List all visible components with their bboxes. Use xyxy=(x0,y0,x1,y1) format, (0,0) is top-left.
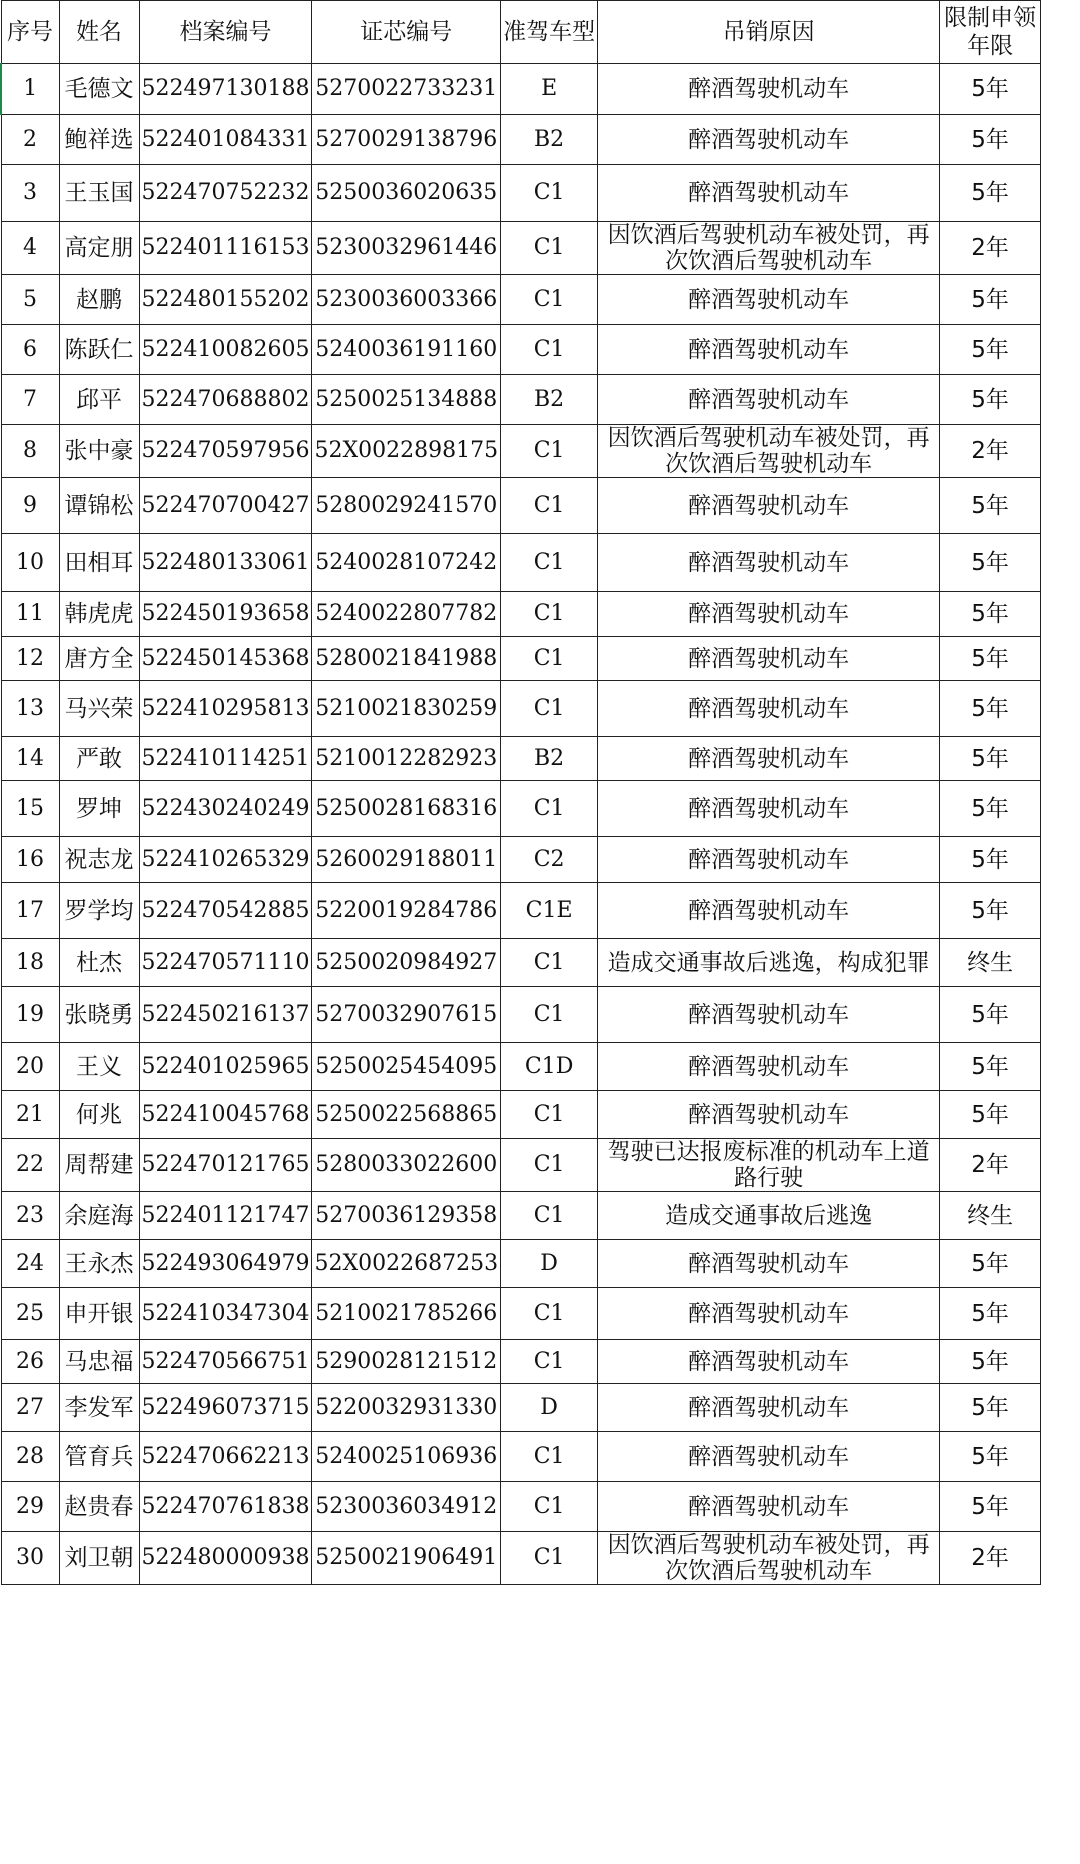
cell-file-no: 522470761838 xyxy=(139,1482,312,1532)
cell-file-no: 522480000938 xyxy=(139,1532,312,1585)
table-row xyxy=(1,1288,1041,1340)
cell-vehicle-class: C1 xyxy=(501,275,598,325)
table-row xyxy=(1,1384,1041,1432)
cell-file-no: 522450216137 xyxy=(139,987,312,1043)
cell-index: 13 xyxy=(1,681,59,737)
cell-reason: 醉酒驾驶机动车 xyxy=(598,592,940,637)
cell-file-no: 522410082605 xyxy=(139,325,312,375)
cell-limit: 5年 xyxy=(940,637,1041,681)
cell-limit: 5年 xyxy=(940,325,1041,375)
table-row xyxy=(1,325,1041,375)
cell-file-no: 522470542885 xyxy=(139,883,312,939)
cell-reason: 造成交通事故后逃逸，构成犯罪 xyxy=(598,939,940,987)
cell-index: 27 xyxy=(1,1384,59,1432)
cell-chip-no: 52X0022687253 xyxy=(312,1240,501,1288)
cell-file-no: 522470121765 xyxy=(139,1139,312,1192)
cell-file-no: 522470700427 xyxy=(139,478,312,534)
cell-vehicle-class: C1 xyxy=(501,325,598,375)
cell-name: 韩虎虎 xyxy=(59,592,139,637)
cell-chip-no: 5250022568865 xyxy=(312,1091,501,1139)
cell-name: 张晓勇 xyxy=(59,987,139,1043)
table-row xyxy=(1,534,1041,592)
cell-chip-no: 5270036129358 xyxy=(312,1192,501,1240)
cell-limit: 5年 xyxy=(940,1340,1041,1384)
cell-file-no: 522480155202 xyxy=(139,275,312,325)
cell-name: 何兆 xyxy=(59,1091,139,1139)
cell-vehicle-class: C1 xyxy=(501,165,598,222)
header-name: 姓名 xyxy=(59,1,139,64)
table-row xyxy=(1,1139,1041,1192)
cell-reason: 醉酒驾驶机动车 xyxy=(598,1091,940,1139)
table-row xyxy=(1,64,1041,115)
cell-file-no: 522470571110 xyxy=(139,939,312,987)
cell-chip-no: 5290028121512 xyxy=(312,1340,501,1384)
cell-vehicle-class: B2 xyxy=(501,115,598,165)
cell-index: 1 xyxy=(1,64,59,115)
cell-vehicle-class: D xyxy=(501,1384,598,1432)
table-row xyxy=(1,1340,1041,1384)
cell-chip-no: 5240022807782 xyxy=(312,592,501,637)
cell-vehicle-class: C1 xyxy=(501,592,598,637)
table-row xyxy=(1,637,1041,681)
cell-reason: 醉酒驾驶机动车 xyxy=(598,1384,940,1432)
cell-index: 17 xyxy=(1,883,59,939)
table-row xyxy=(1,1240,1041,1288)
cell-reason: 醉酒驾驶机动车 xyxy=(598,1340,940,1384)
cell-limit: 5年 xyxy=(940,1240,1041,1288)
cell-vehicle-class: C1 xyxy=(501,939,598,987)
table-row xyxy=(1,987,1041,1043)
header-row xyxy=(1,1,1041,64)
cell-limit: 5年 xyxy=(940,1091,1041,1139)
table-row xyxy=(1,1532,1041,1585)
cell-vehicle-class: C1D xyxy=(501,1043,598,1091)
cell-file-no: 522410347304 xyxy=(139,1288,312,1340)
cell-index: 4 xyxy=(1,222,59,275)
cell-reason: 醉酒驾驶机动车 xyxy=(598,165,940,222)
cell-name: 刘卫朝 xyxy=(59,1532,139,1585)
cell-chip-no: 5230036034912 xyxy=(312,1482,501,1532)
cell-index: 14 xyxy=(1,737,59,781)
cell-vehicle-class: C1 xyxy=(501,425,598,478)
cell-limit: 5年 xyxy=(940,737,1041,781)
table-row xyxy=(1,275,1041,325)
cell-name: 陈跃仁 xyxy=(59,325,139,375)
cell-file-no: 522470597956 xyxy=(139,425,312,478)
cell-name: 毛德文 xyxy=(59,64,139,115)
cell-reason: 醉酒驾驶机动车 xyxy=(598,637,940,681)
cell-reason: 醉酒驾驶机动车 xyxy=(598,883,940,939)
table-row xyxy=(1,1192,1041,1240)
cell-vehicle-class: C1 xyxy=(501,1192,598,1240)
cell-limit: 5年 xyxy=(940,478,1041,534)
cell-chip-no: 5270029138796 xyxy=(312,115,501,165)
cell-vehicle-class: C1 xyxy=(501,534,598,592)
cell-reason: 醉酒驾驶机动车 xyxy=(598,534,940,592)
cell-index: 28 xyxy=(1,1432,59,1482)
cell-vehicle-class: C1 xyxy=(501,1482,598,1532)
cell-reason: 醉酒驾驶机动车 xyxy=(598,375,940,425)
cell-index: 9 xyxy=(1,478,59,534)
cell-limit: 终生 xyxy=(940,1192,1041,1240)
header-vehicle-class: 准驾车型 xyxy=(501,1,598,64)
cell-index: 12 xyxy=(1,637,59,681)
cell-reason: 醉酒驾驶机动车 xyxy=(598,837,940,883)
cell-reason: 因饮酒后驾驶机动车被处罚，再次饮酒后驾驶机动车 xyxy=(598,425,940,478)
cell-index: 19 xyxy=(1,987,59,1043)
cell-name: 马忠福 xyxy=(59,1340,139,1384)
cell-reason: 因饮酒后驾驶机动车被处罚，再次饮酒后驾驶机动车 xyxy=(598,222,940,275)
cell-chip-no: 5250020984927 xyxy=(312,939,501,987)
cell-limit: 5年 xyxy=(940,987,1041,1043)
cell-index: 23 xyxy=(1,1192,59,1240)
cell-index: 10 xyxy=(1,534,59,592)
cell-vehicle-class: C1 xyxy=(501,781,598,837)
cell-vehicle-class: B2 xyxy=(501,737,598,781)
cell-chip-no: 5250021906491 xyxy=(312,1532,501,1585)
cell-limit: 5年 xyxy=(940,1482,1041,1532)
cell-limit: 5年 xyxy=(940,837,1041,883)
cell-index: 7 xyxy=(1,375,59,425)
cell-name: 田相耳 xyxy=(59,534,139,592)
cell-vehicle-class: C1 xyxy=(501,1288,598,1340)
cell-chip-no: 5250025134888 xyxy=(312,375,501,425)
cell-chip-no: 5280021841988 xyxy=(312,637,501,681)
cell-vehicle-class: D xyxy=(501,1240,598,1288)
cell-file-no: 522496073715 xyxy=(139,1384,312,1432)
cell-file-no: 522470566751 xyxy=(139,1340,312,1384)
cell-name: 余庭海 xyxy=(59,1192,139,1240)
cell-name: 王永杰 xyxy=(59,1240,139,1288)
cell-index: 30 xyxy=(1,1532,59,1585)
cell-file-no: 522401116153 xyxy=(139,222,312,275)
cell-index: 21 xyxy=(1,1091,59,1139)
cell-name: 马兴荣 xyxy=(59,681,139,737)
cell-index: 8 xyxy=(1,425,59,478)
cell-limit: 2年 xyxy=(940,425,1041,478)
cell-chip-no: 5220019284786 xyxy=(312,883,501,939)
cell-reason: 因饮酒后驾驶机动车被处罚，再次饮酒后驾驶机动车 xyxy=(598,1532,940,1585)
cell-name: 唐方全 xyxy=(59,637,139,681)
cell-file-no: 522470662213 xyxy=(139,1432,312,1482)
cell-name: 罗学均 xyxy=(59,883,139,939)
cell-vehicle-class: C1E xyxy=(501,883,598,939)
cell-name: 管育兵 xyxy=(59,1432,139,1482)
cell-reason: 醉酒驾驶机动车 xyxy=(598,1482,940,1532)
cell-limit: 5年 xyxy=(940,781,1041,837)
cell-file-no: 522410295813 xyxy=(139,681,312,737)
cell-limit: 5年 xyxy=(940,681,1041,737)
header-limit: 限制申领年限 xyxy=(940,1,1041,64)
cell-reason: 醉酒驾驶机动车 xyxy=(598,681,940,737)
cell-vehicle-class: C2 xyxy=(501,837,598,883)
cell-reason: 醉酒驾驶机动车 xyxy=(598,781,940,837)
table-row xyxy=(1,1091,1041,1139)
cell-limit: 2年 xyxy=(940,1532,1041,1585)
cell-chip-no: 5210012282923 xyxy=(312,737,501,781)
cell-reason: 醉酒驾驶机动车 xyxy=(598,478,940,534)
cell-index: 25 xyxy=(1,1288,59,1340)
cell-chip-no: 5240028107242 xyxy=(312,534,501,592)
table-row xyxy=(1,478,1041,534)
table-row xyxy=(1,222,1041,275)
cell-index: 22 xyxy=(1,1139,59,1192)
cell-name: 李发军 xyxy=(59,1384,139,1432)
cell-chip-no: 5240036191160 xyxy=(312,325,501,375)
cell-limit: 2年 xyxy=(940,1139,1041,1192)
cell-reason: 醉酒驾驶机动车 xyxy=(598,275,940,325)
cell-limit: 5年 xyxy=(940,883,1041,939)
cell-limit: 终生 xyxy=(940,939,1041,987)
cell-chip-no: 5230036003366 xyxy=(312,275,501,325)
cell-chip-no: 5230032961446 xyxy=(312,222,501,275)
cell-chip-no: 5270022733231 xyxy=(312,64,501,115)
cell-index: 24 xyxy=(1,1240,59,1288)
table-row xyxy=(1,375,1041,425)
cell-index: 3 xyxy=(1,165,59,222)
cell-limit: 5年 xyxy=(940,375,1041,425)
cell-vehicle-class: C1 xyxy=(501,1432,598,1482)
cell-reason: 醉酒驾驶机动车 xyxy=(598,737,940,781)
cell-file-no: 522450193658 xyxy=(139,592,312,637)
cell-file-no: 522410265329 xyxy=(139,837,312,883)
cell-vehicle-class: E xyxy=(501,64,598,115)
cell-file-no: 522480133061 xyxy=(139,534,312,592)
cell-vehicle-class: C1 xyxy=(501,222,598,275)
table-row xyxy=(1,837,1041,883)
cell-file-no: 522410045768 xyxy=(139,1091,312,1139)
cell-chip-no: 5250025454095 xyxy=(312,1043,501,1091)
cell-index: 20 xyxy=(1,1043,59,1091)
table-body xyxy=(1,64,1041,1585)
cell-index: 16 xyxy=(1,837,59,883)
cell-file-no: 522493064979 xyxy=(139,1240,312,1288)
cell-limit: 5年 xyxy=(940,1384,1041,1432)
table-row xyxy=(1,1482,1041,1532)
cell-chip-no: 5260029188011 xyxy=(312,837,501,883)
table-row xyxy=(1,883,1041,939)
cell-limit: 5年 xyxy=(940,592,1041,637)
cell-name: 罗坤 xyxy=(59,781,139,837)
cell-name: 周帮建 xyxy=(59,1139,139,1192)
table-row xyxy=(1,939,1041,987)
cell-vehicle-class: C1 xyxy=(501,478,598,534)
cell-limit: 5年 xyxy=(940,1288,1041,1340)
cell-file-no: 522470752232 xyxy=(139,165,312,222)
cell-vehicle-class: C1 xyxy=(501,637,598,681)
cell-chip-no: 5280033022600 xyxy=(312,1139,501,1192)
cell-name: 王义 xyxy=(59,1043,139,1091)
cell-name: 杜杰 xyxy=(59,939,139,987)
cell-chip-no: 52X0022898175 xyxy=(312,425,501,478)
cell-name: 严敢 xyxy=(59,737,139,781)
cell-name: 申开银 xyxy=(59,1288,139,1340)
cell-chip-no: 5210021785266 xyxy=(312,1288,501,1340)
cell-name: 王玉国 xyxy=(59,165,139,222)
cell-index: 29 xyxy=(1,1482,59,1532)
cell-file-no: 522401084331 xyxy=(139,115,312,165)
cell-name: 邱平 xyxy=(59,375,139,425)
cell-chip-no: 5280029241570 xyxy=(312,478,501,534)
header-chip-no: 证芯编号 xyxy=(312,1,501,64)
cell-index: 15 xyxy=(1,781,59,837)
table-row xyxy=(1,425,1041,478)
cell-chip-no: 5210021830259 xyxy=(312,681,501,737)
cell-reason: 醉酒驾驶机动车 xyxy=(598,325,940,375)
cell-limit: 5年 xyxy=(940,165,1041,222)
cell-chip-no: 5270032907615 xyxy=(312,987,501,1043)
cell-limit: 5年 xyxy=(940,1432,1041,1482)
cell-file-no: 522470688802 xyxy=(139,375,312,425)
cell-vehicle-class: C1 xyxy=(501,987,598,1043)
cell-file-no: 522401025965 xyxy=(139,1043,312,1091)
cell-chip-no: 5220032931330 xyxy=(312,1384,501,1432)
table-row xyxy=(1,165,1041,222)
cell-name: 祝志龙 xyxy=(59,837,139,883)
cell-name: 谭锦松 xyxy=(59,478,139,534)
header-reason: 吊销原因 xyxy=(598,1,940,64)
cell-limit: 5年 xyxy=(940,275,1041,325)
cell-reason: 驾驶已达报废标准的机动车上道路行驶 xyxy=(598,1139,940,1192)
cell-file-no: 522450145368 xyxy=(139,637,312,681)
cell-reason: 醉酒驾驶机动车 xyxy=(598,64,940,115)
cell-chip-no: 5250028168316 xyxy=(312,781,501,837)
cell-vehicle-class: B2 xyxy=(501,375,598,425)
cell-file-no: 522401121747 xyxy=(139,1192,312,1240)
cell-index: 26 xyxy=(1,1340,59,1384)
table-row xyxy=(1,592,1041,637)
cell-limit: 5年 xyxy=(940,64,1041,115)
table-row xyxy=(1,681,1041,737)
cell-chip-no: 5250036020635 xyxy=(312,165,501,222)
cell-reason: 造成交通事故后逃逸 xyxy=(598,1192,940,1240)
cell-reason: 醉酒驾驶机动车 xyxy=(598,1432,940,1482)
table-row xyxy=(1,1043,1041,1091)
cell-reason: 醉酒驾驶机动车 xyxy=(598,987,940,1043)
cell-reason: 醉酒驾驶机动车 xyxy=(598,1043,940,1091)
cell-limit: 2年 xyxy=(940,222,1041,275)
cell-reason: 醉酒驾驶机动车 xyxy=(598,115,940,165)
table-row xyxy=(1,1432,1041,1482)
cell-file-no: 522497130188 xyxy=(139,64,312,115)
table-row xyxy=(1,115,1041,165)
table-row xyxy=(1,781,1041,837)
cell-index: 2 xyxy=(1,115,59,165)
cell-index: 18 xyxy=(1,939,59,987)
cell-vehicle-class: C1 xyxy=(501,1340,598,1384)
cell-limit: 5年 xyxy=(940,115,1041,165)
cell-reason: 醉酒驾驶机动车 xyxy=(598,1240,940,1288)
header-index: 序号 xyxy=(1,1,59,64)
cell-file-no: 522430240249 xyxy=(139,781,312,837)
cell-vehicle-class: C1 xyxy=(501,1139,598,1192)
cell-name: 张中豪 xyxy=(59,425,139,478)
cell-name: 鲍祥选 xyxy=(59,115,139,165)
cell-vehicle-class: C1 xyxy=(501,1532,598,1585)
cell-limit: 5年 xyxy=(940,534,1041,592)
cell-reason: 醉酒驾驶机动车 xyxy=(598,1288,940,1340)
cell-index: 6 xyxy=(1,325,59,375)
cell-name: 高定朋 xyxy=(59,222,139,275)
cell-index: 11 xyxy=(1,592,59,637)
cell-vehicle-class: C1 xyxy=(501,1091,598,1139)
cell-limit: 5年 xyxy=(940,1043,1041,1091)
cell-chip-no: 5240025106936 xyxy=(312,1432,501,1482)
table-row xyxy=(1,737,1041,781)
header-file-no: 档案编号 xyxy=(139,1,312,64)
cell-file-no: 522410114251 xyxy=(139,737,312,781)
cell-name: 赵贵春 xyxy=(59,1482,139,1532)
cell-index: 5 xyxy=(1,275,59,325)
cell-vehicle-class: C1 xyxy=(501,681,598,737)
cell-name: 赵鹏 xyxy=(59,275,139,325)
